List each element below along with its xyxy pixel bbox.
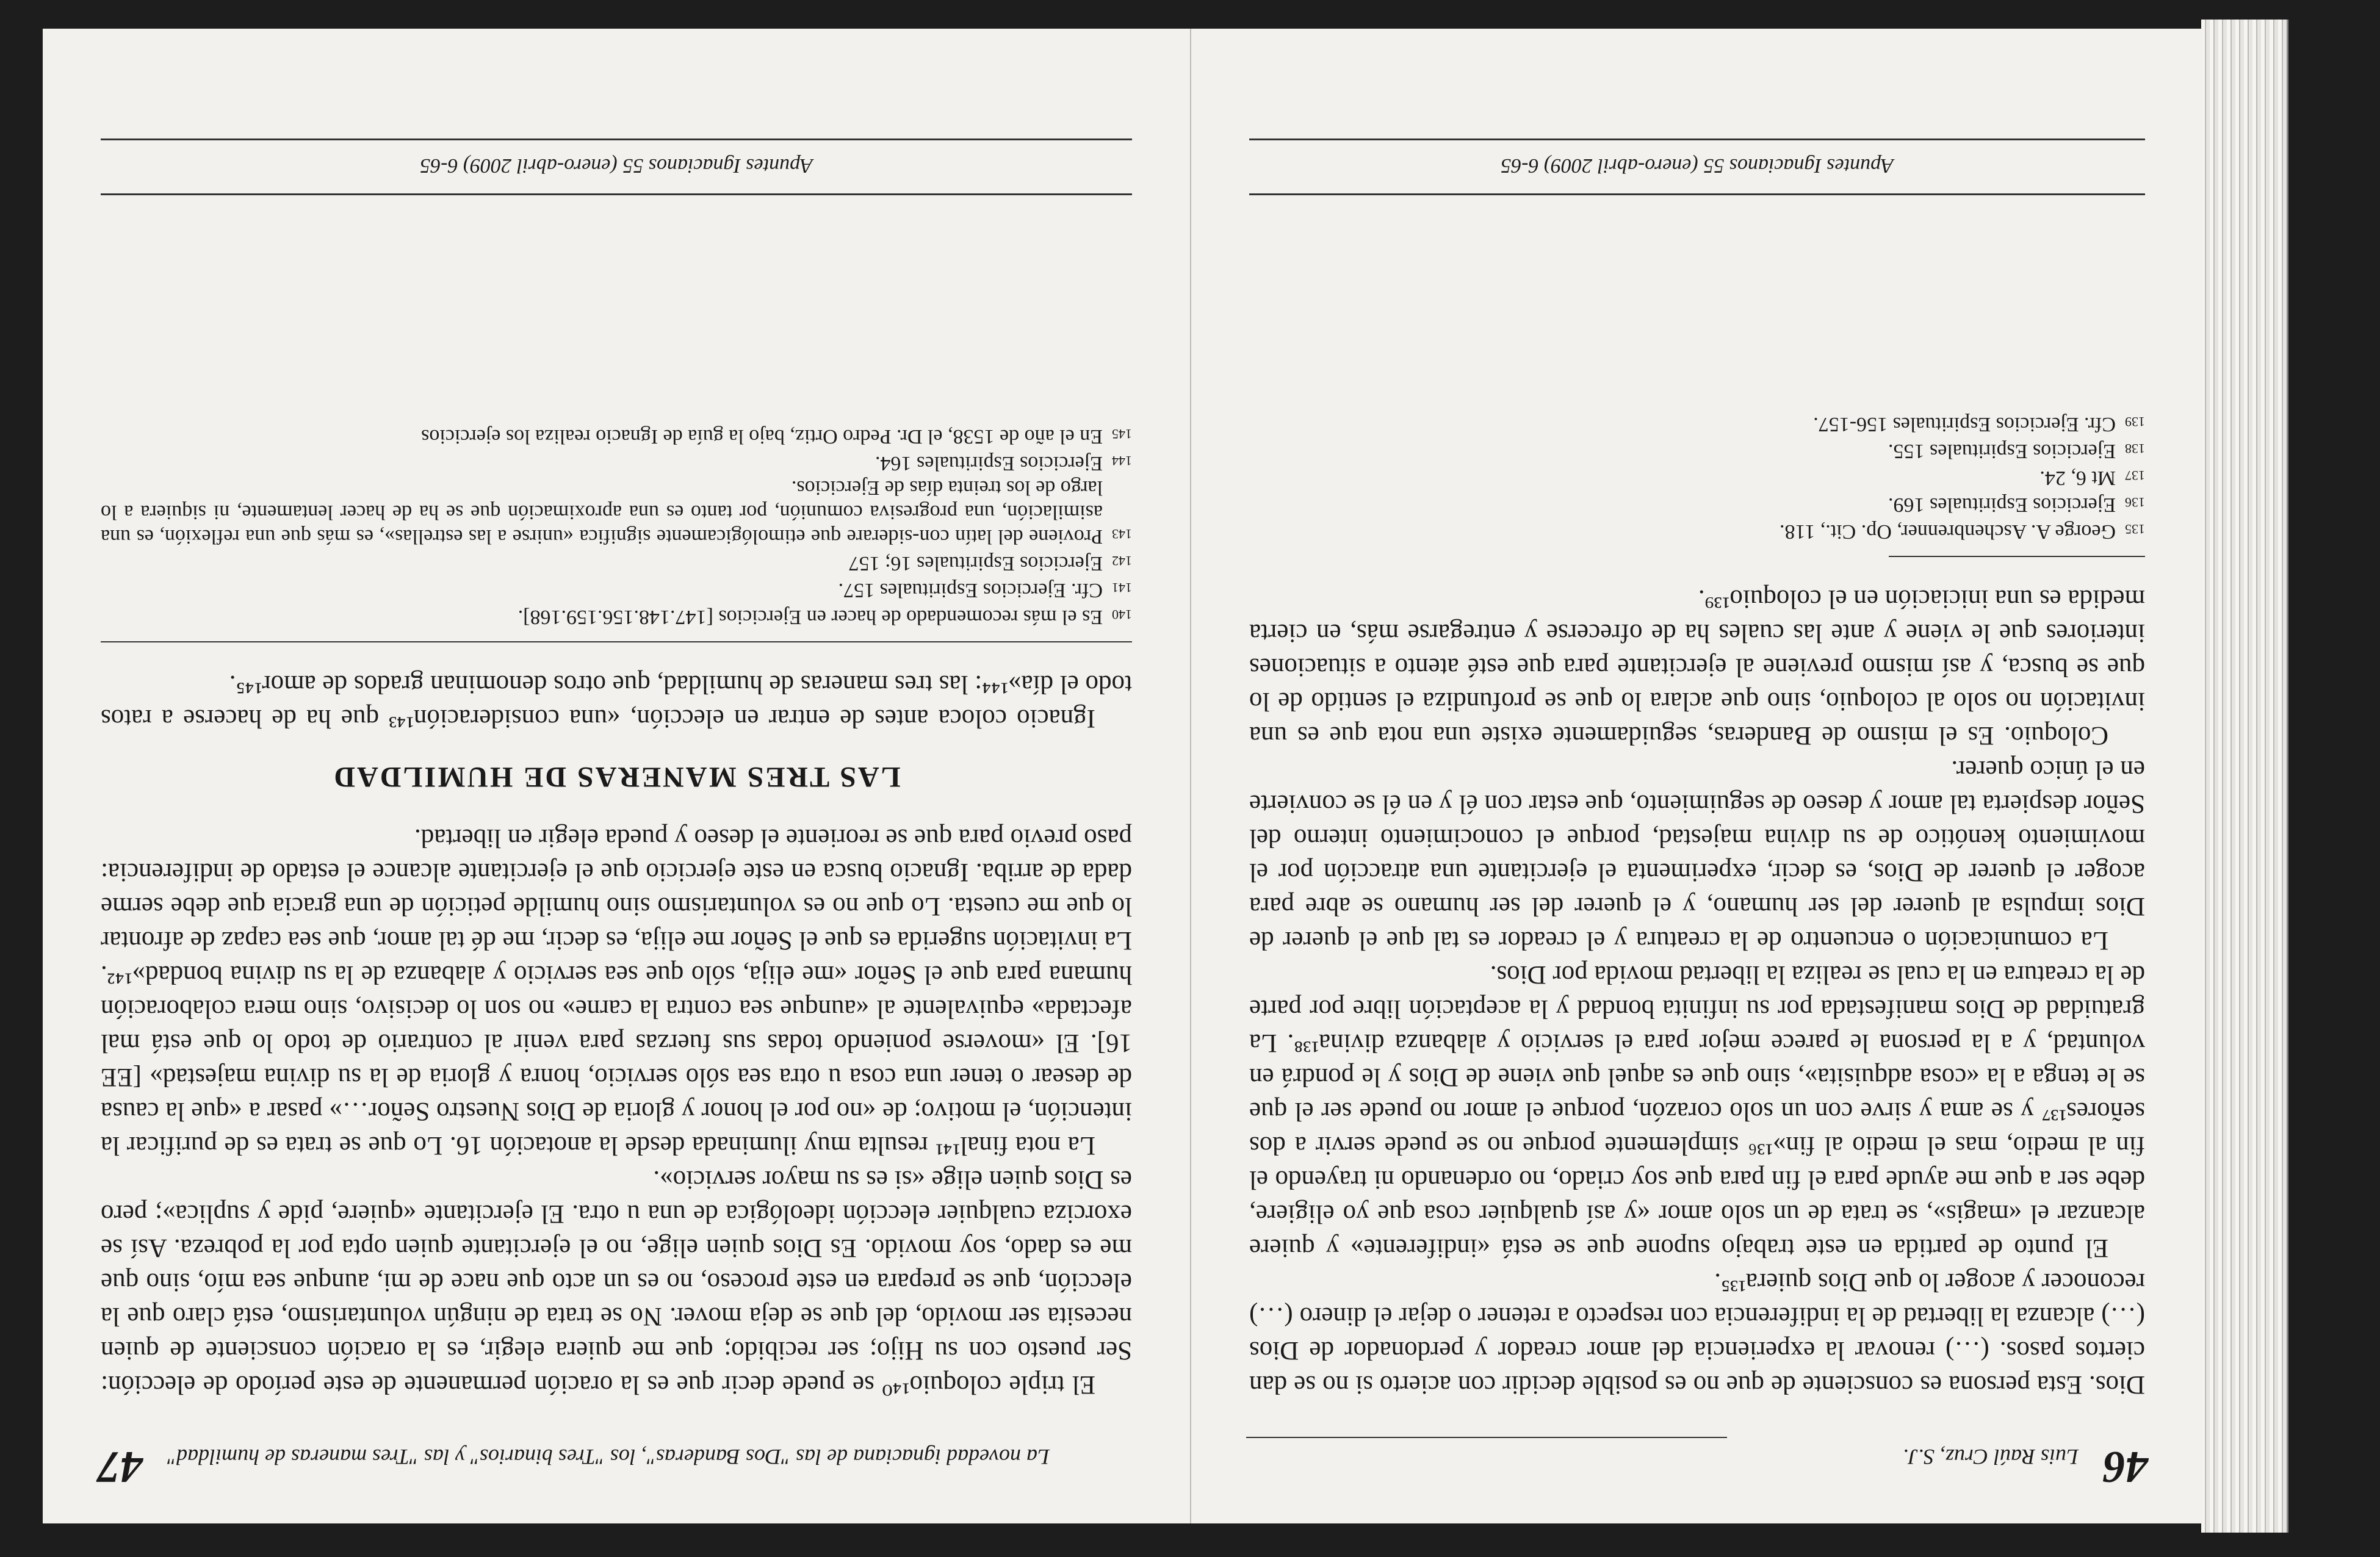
paragraph: La nota final¹⁴¹ resulta muy iluminada desde la anotación 16. Lo que se trata es de purificar la intención, el motivo; de «no por el honor y gloria de Dios Nuestro Señor…» pasar a «que la causa de desear o tener una cosa u otra sea sólo servicio, honra y gloria de la su divina majestad» [EE 16]. El «moverse poniendo todas sus fuerzas para venir al contrario de todo lo que está mal afectada» equivalente al «aunque sea contra la carne» no son lo decisivo, sino mera colaboración humana para que el Señor «me elija, sólo que sea servicio y alabanza de la su divina bondad»¹⁴². La invitación sugerida es que el Señor me elija, es decir, me dé tal amor, que sea capaz de afrontar lo que me cuesta. Lo que no es voluntarismo sino humilde petición de una gracia que debe serme dada de arriba. Ignacio busca en este ejercicio que el ejercitante alcance el estado de indiferencia: paso previo para que se reoriente el deseo y pueda elegir en libertad. (101, 824, 1132, 1160)
footnote-rule (1889, 556, 2145, 557)
footnote: 144 Ejercicios Espirituales 164. (875, 452, 1132, 475)
footnote: 139 Cfr. Ejercicios Espirituales 156-157. (1813, 413, 2145, 436)
footnote-rule (101, 641, 1132, 642)
footnote: 141 Cfr. Ejercicios Espirituales 157. (838, 579, 1132, 602)
footer-rule-bottom (1249, 138, 2145, 140)
footnote: 136 Ejercicios Espirituales 169. (1888, 494, 2145, 516)
page-footer: Apuntes Ignacianos 55 (enero-abril 2009) 6-65 (420, 154, 813, 177)
page-46 (1190, 29, 2203, 1523)
paragraph: Ignacio coloca antes de entrar en elección, «una consideración¹⁴³ que ha de hacerse a ratos todo el día»¹⁴⁴: las tres maneras de humildad, que otros denominan grados de amor¹⁴⁵. (101, 670, 1132, 733)
footer-rule-top (101, 193, 1132, 195)
footer-rule-bottom (101, 138, 1132, 140)
paragraph: El triple coloquio¹⁴⁰ se puede decir que es la oración permanente de este período de elección: Ser puesto con su Hijo; ser recibido; que me quiera elegir, es la oración consciente de quien necesita ser movido, del que se deja mover. No se trata de ningún voluntarismo, está claro que la elección, que se prepara en este proceso, no es un acto que nace de mi, aunque sea mío, sino que me es dado, soy movido. Es Dios quien elige, no el ejercitante quien opta por la pobreza. Así se exorciza cualquier elección ideológica de una u otra. El ejercitante «quiere, pide y suplica»; pero es Dios quien elige «si es su mayor servicio». (101, 1165, 1132, 1399)
paragraph: Coloquio. Es el mismo de Banderas, seguidamente existe una nota que es una invitación no solo al coloquio, sino que aclara lo que se profundiza el sentido de lo que se busca, y así mismo previene al ejercitante para que esté atento a situaciones interiores que le viene y ante las cuales ha de ofrecerse y entregarse más, en cierta medida es una iniciación en el coloquio¹³⁹. (1249, 584, 2145, 750)
page-body (1249, 409, 2145, 1401)
footnote: 145 En el año de 1538, el Dr. Pedro Ortiz, bajo la guía de Ignacio realiza los ejercicios (421, 425, 1132, 448)
paragraph: La comunicación o encuentro de la creatura y el creador es tal que el querer de Dios impulsa al querer del ser humano, y el querer del ser humano se abre para acoger el querer de Dios, es decir, experimenta el ejercitante una atracción por el movimiento kenótico de su divina majestad, porque el conocimiento interno del Señor despierta tal amor y deseo de seguimiento, que estar con él y en él se convierte en el único querer. (1249, 755, 2145, 955)
page-header (1246, 1442, 2148, 1492)
page-47 (43, 29, 1190, 1523)
paragraph: Dios. Esta persona es consciente de que no es posible decidir con acierto si no se dan ciertos pasos. (…) renovar la experiencia del amor creador y perdonador de Dios (…) alcanza la libertad de la indiferencia con respecto a retener o dejar el dinero (…) reconocer y acoger lo que Dios quiera¹³⁵. (1249, 1268, 2145, 1399)
footnote: 138 Ejercicios Espirituales 155. (1888, 440, 2145, 462)
header-rule (1246, 1437, 1727, 1438)
page-number: 46 (2103, 1442, 2148, 1492)
page-footer: Apuntes Ignacianos 55 (enero-abril 2009) 6-65 (1501, 154, 1894, 177)
section-title: LAS TRES MANERAS DE HUMILDAD (332, 761, 901, 793)
page-body (101, 422, 1132, 1401)
footnote: 140 Es el más recomendado de hacer en Ejercicios [147.148.156.159.168]. (517, 606, 1132, 628)
page-edges (2201, 20, 2288, 1533)
paragraph: El punto de partida en este trabajo supone que se está «indiferente» y quiere alcanzar el «magis», se trata de un solo amor «y así qualquier cosa que yo eligiere, debe ser a que me ayude para el fin para que soy criado, no ordenando ni trayendo el fin al medio, mas el medio al fin»¹³⁶ simplemente porque no se puede servir a dos señores¹³⁷ y se ama y sirve con un solo corazón, porque el amor no puede ser el que se le tenga a la «cosa adquisita», sino que es aquel que viene de Dios y le pondrá en voluntad, y a la persona le parece mejor para el servicio y alabanza divina¹³⁸. La gratuidad de Dios manifestada por su infinita bondad y la aceptación libre por parte de la creatura en la cual se realiza la libertad movida por Dios. (1249, 960, 2145, 1262)
footnote: 143 Proviene del latín con-siderare que etimológicamente significa «unirse a las estrellas», es más que una reflexión, es una asimilación, una progresiva comunión, por tanto es una aproximación que se ha de hacer lentamente, ni siquiera a lo largo de los treinta días de Ejercicios. (101, 476, 1132, 548)
page-number: 47 (98, 1442, 143, 1492)
footer-rule-top (1249, 193, 2145, 195)
footnote: 137 Mt 6, 24. (2039, 467, 2145, 489)
page-header (98, 1442, 1135, 1492)
footnote: 135 George A. Aschenbrenner, Op. Cit., 118. (1779, 520, 2145, 543)
footnotes (1249, 409, 2145, 544)
footnotes (101, 422, 1132, 629)
running-head: Luis Raúl Cruz, S.J. (1902, 1445, 2079, 1469)
footnote: 142 Ejercicios Espirituales 16; 157 (848, 552, 1132, 575)
running-head: La novedad ignaciana de las "Dos Banderas", los "Tres binarios" y las "Tres maneras de humildad" (167, 1445, 1050, 1469)
